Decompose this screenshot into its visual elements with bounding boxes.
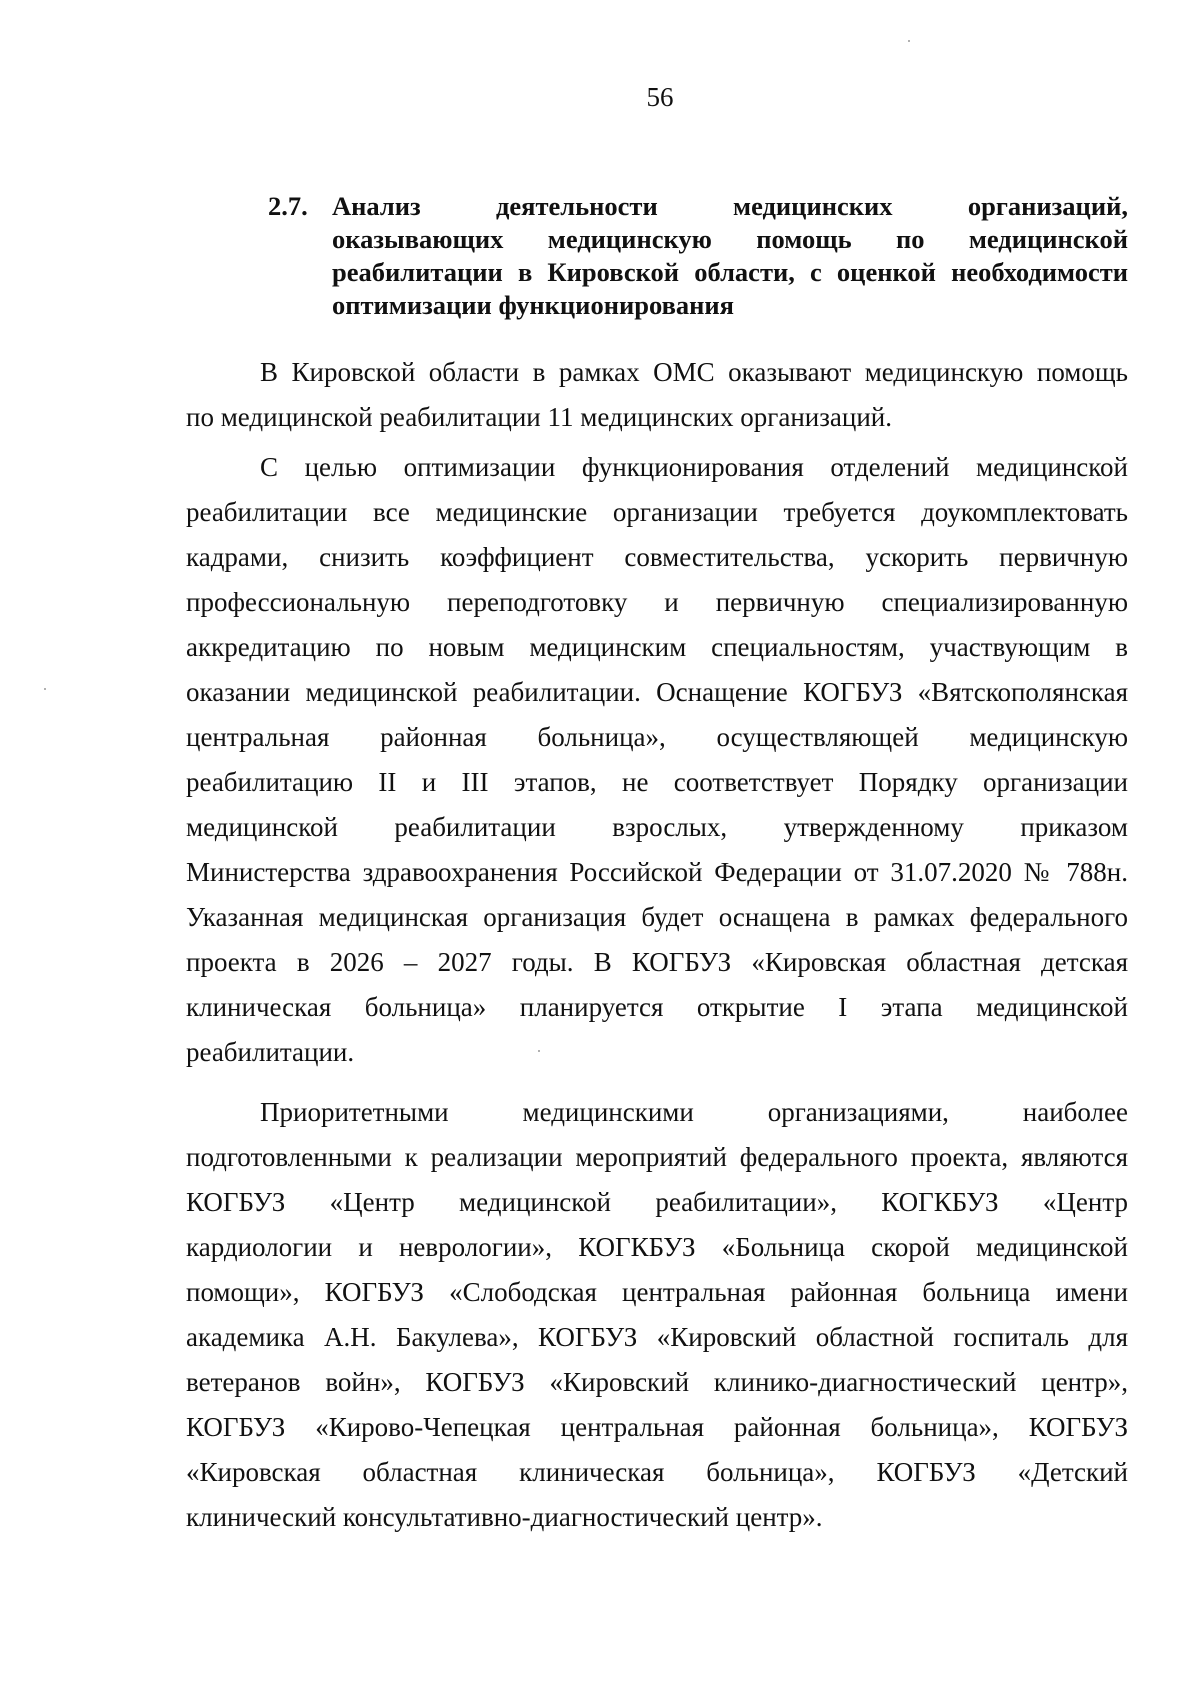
text-line: реабилитации. (186, 1037, 355, 1067)
text-line: профессиональную переподготовку и первичную специализированную (186, 587, 1128, 617)
text-line: клиническая больница» планируется открытие I этапа медицинской (186, 992, 1128, 1022)
text-line: центральная районная больница», осуществляющей медицинскую (186, 722, 1128, 752)
text-line: медицинской реабилитации взрослых, утвержденному приказом (186, 812, 1128, 842)
text-line: подготовленными к реализации мероприятий федерального проекта, являются (186, 1142, 1128, 1172)
section-title-line: оказывающих медицинскую помощь по медицинской (332, 224, 1128, 254)
text-line: академика А.Н. Бакулева», КОГБУЗ «Кировский областной госпиталь для (186, 1322, 1128, 1352)
text-line: клинический консультативно-диагностический центр». (186, 1502, 823, 1532)
text-line: аккредитацию по новым медицинским специальностям, участвующим в (186, 632, 1128, 662)
text-line: реабилитацию II и III этапов, не соответствует Порядку организации (186, 767, 1128, 797)
text-line: проекта в 2026 – 2027 годы. В КОГБУЗ «Кировская областная детская (186, 947, 1128, 977)
text-line: КОГБУЗ «Кирово-Чепецкая центральная районная больница», КОГБУЗ (186, 1412, 1128, 1442)
section-title-line: реабилитации в Кировской области, с оценкой необходимости (332, 257, 1128, 287)
page-number: 56 (646, 82, 674, 112)
text-line: Приоритетными медицинскими организациями, наиболее (260, 1097, 1128, 1127)
text-line: помощи», КОГБУЗ «Слободская центральная районная больница имени (186, 1277, 1128, 1307)
section-title-line: оптимизации функционирования (332, 290, 735, 320)
text-line: КОГБУЗ «Центр медицинской реабилитации», КОГКБУЗ «Центр (186, 1187, 1128, 1217)
section-number: 2.7. (268, 191, 308, 221)
text-line: Министерства здравоохранения Российской Федерации от 31.07.2020 № 788н. (186, 857, 1128, 887)
paragraph-2 (186, 445, 1128, 1075)
text-line: по медицинской реабилитации 11 медицинских организаций. (186, 402, 892, 432)
text-line: Указанная медицинская организация будет оснащена в рамках федерального (186, 902, 1128, 932)
text-line: кардиологии и неврологии», КОГКБУЗ «Больница скорой медицинской (186, 1232, 1128, 1262)
text-line: С целью оптимизации функционирования отделений медицинской (260, 452, 1128, 482)
scan-speck (44, 688, 46, 690)
text-line: ветеранов войн», КОГБУЗ «Кировский клинико-диагностический центр», (186, 1367, 1128, 1397)
text-line: «Кировская областная клиническая больница», КОГБУЗ «Детский (186, 1457, 1128, 1487)
scan-speck (538, 1050, 540, 1052)
text-line: В Кировской области в рамках ОМС оказывают медицинскую помощь (260, 357, 1128, 387)
paragraph-1 (186, 350, 1128, 440)
paragraph-3 (186, 1090, 1128, 1540)
section-title-line: Анализ деятельности медицинских организаций, (332, 191, 1128, 221)
text-line: кадрами, снизить коэффициент совместительства, ускорить первичную (186, 542, 1128, 572)
text-line: реабилитации все медицинские организации требуется доукомплектовать (186, 497, 1128, 527)
section-title (332, 190, 1128, 322)
scan-speck (908, 40, 910, 42)
text-line: оказании медицинской реабилитации. Оснащение КОГБУЗ «Вятскополянская (186, 677, 1128, 707)
